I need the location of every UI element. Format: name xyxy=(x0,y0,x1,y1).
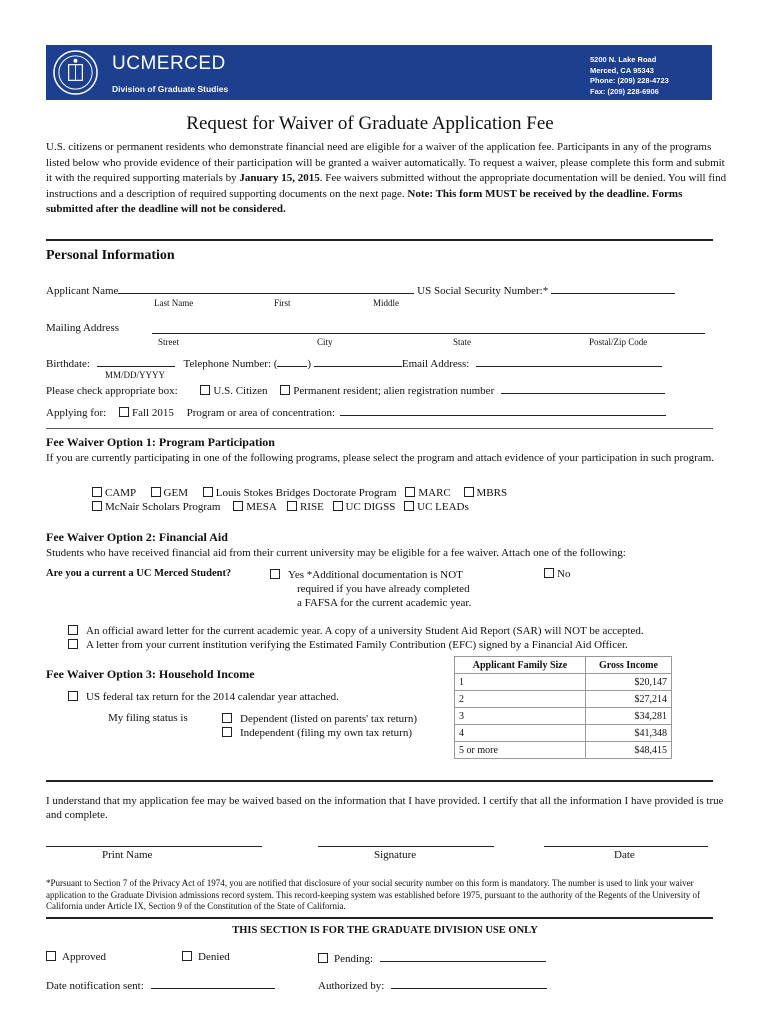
deadline-note: Note: This form MUST be received by the deadline. Forms submitted after the deadline will not be considered. xyxy=(46,187,683,215)
certification-text: I understand that my application fee may be waived based on the information that I have provided. I certify that all the information I have provided is true and complete. xyxy=(46,795,724,821)
date-label: Date xyxy=(614,849,635,861)
email-field[interactable] xyxy=(476,356,662,367)
approved-checkbox[interactable] xyxy=(46,951,56,961)
ssn-field[interactable] xyxy=(551,283,675,294)
rise-checkbox[interactable] xyxy=(287,501,297,511)
mailing-address-field[interactable] xyxy=(152,323,705,334)
citizenship-row: Please check appropriate box: U.S. Citizen Permanent resident; alien registration number xyxy=(46,383,665,397)
last-name-label: Last Name xyxy=(154,298,194,308)
family-size-header: Applicant Family Size xyxy=(455,657,586,674)
filing-status-label: My filing status is xyxy=(108,712,188,724)
mailing-address-label: Mailing Address xyxy=(46,322,120,334)
independent-checkbox[interactable] xyxy=(222,727,232,737)
award-letter-checkbox[interactable] xyxy=(68,625,78,635)
authorized-by-row: Authorized by: xyxy=(318,978,547,992)
office-approved: Approved xyxy=(46,951,106,963)
area-code-field[interactable] xyxy=(277,356,307,367)
address-phone: Phone: (209) 228-4723 xyxy=(590,76,669,85)
uc-merced-student-question: Are you a current a UC Merced Student? xyxy=(46,568,232,579)
authorized-by-field[interactable] xyxy=(391,978,547,989)
divider xyxy=(46,917,713,919)
louis-stokes-checkbox[interactable] xyxy=(203,487,213,497)
alien-registration-field[interactable] xyxy=(501,383,665,394)
office-denied: Denied xyxy=(182,951,230,963)
street-label: Street xyxy=(158,337,179,347)
deadline: January 15, 2015 xyxy=(239,172,320,184)
no-checkbox[interactable] xyxy=(544,568,554,578)
mcnair-checkbox[interactable] xyxy=(92,501,102,511)
filing-status-options: Dependent (listed on parents' tax return) Independent (filing my own tax return) xyxy=(222,712,417,740)
section-personal-heading: Personal Information xyxy=(46,248,175,263)
no-option: No xyxy=(544,568,570,580)
table-row: 1 $20,147 xyxy=(455,674,672,691)
applicant-name-field[interactable] xyxy=(118,283,414,294)
pending-checkbox[interactable] xyxy=(318,953,328,963)
us-citizen-checkbox[interactable] xyxy=(200,385,210,395)
divider xyxy=(46,239,713,241)
marc-checkbox[interactable] xyxy=(405,487,415,497)
divider xyxy=(46,780,713,782)
form-title: Request for Waiver of Graduate Application Fee xyxy=(186,113,554,134)
table-row: 2 $27,214 xyxy=(455,691,672,708)
option3-heading: Fee Waiver Option 3: Household Income xyxy=(46,667,255,681)
permanent-resident-checkbox[interactable] xyxy=(280,385,290,395)
division-name: Division of Graduate Studies xyxy=(112,84,229,94)
telephone-field[interactable] xyxy=(314,356,402,367)
table-row: 4 $41,348 xyxy=(455,725,672,742)
table-row: 5 or more $48,415 xyxy=(455,742,672,759)
mesa-checkbox[interactable] xyxy=(233,501,243,511)
date-notification-field[interactable] xyxy=(151,978,275,989)
yes-checkbox[interactable] xyxy=(270,569,280,579)
efc-letter-checkbox[interactable] xyxy=(68,639,78,649)
option2-heading: Fee Waiver Option 2: Financial Aid xyxy=(46,530,228,544)
dependent-checkbox[interactable] xyxy=(222,713,232,723)
uc-leads-checkbox[interactable] xyxy=(404,501,414,511)
fall-2015-checkbox[interactable] xyxy=(119,407,129,417)
applicant-name-row: Applicant Name US Social Security Number:* xyxy=(46,283,726,297)
birthdate-row: Birthdate: Telephone Number: ( ) Email Address: xyxy=(46,356,662,370)
applying-for-row: Applying for: Fall 2015 Program or area of concentration: xyxy=(46,405,666,419)
address-street: 5200 N. Lake Road xyxy=(590,55,657,64)
office-pending: Pending: xyxy=(318,951,546,965)
state-label: State xyxy=(453,337,471,347)
signature-label: Signature xyxy=(374,849,417,861)
logo-text: UCMERCED xyxy=(112,53,226,74)
intro-paragraph: U.S. citizens or permanent residents who demonstrate financial need are eligible for a waiver of the application fee. Participants in any of the programs listed below who provide evidence of their participation will be granted a waiver automatically. To request a waiver, please complete this form and submit it with the required supporting materials by January 15, 2015. Fee waivers submitted without the appropriate documentation will be denied. You will find instructions and a description of required supporting documents on the next page. Note: This form MUST be received by the deadline. Forms submitted after the deadline will not be considered. xyxy=(46,141,727,215)
print-name-label: Print Name xyxy=(102,849,153,861)
option1-heading: Fee Waiver Option 1: Program Participation xyxy=(46,435,275,449)
address-fax: Fax: (209) 228-6906 xyxy=(590,86,659,96)
contact-address xyxy=(590,55,669,97)
city-label: City xyxy=(317,337,333,347)
privacy-notice: *Pursuant to Section 7 of the Privacy Act of 1974, you are notified that disclosure of your social security number on this form is mandatory. The number is used to link your waiver application to the Graduate Division admissions record system. This record-keeping system was established before 1975, pursuant to the authority of the Regents of the University of California under Article IX, Section 9 of the Constitution of the State of California. xyxy=(46,878,700,911)
table-row: 3 $34,281 xyxy=(455,708,672,725)
date-format-hint: MM/DD/YYYY xyxy=(105,370,166,380)
award-letter-option: An official award letter for the current academic year. A copy of a university Student Aid Report (SAR) will NOT be accepted. xyxy=(68,625,644,637)
gross-income-header: Gross Income xyxy=(585,657,671,674)
program-row-1: CAMP GEM Louis Stokes Bridges Doctorate Program MARC MBRS xyxy=(92,487,507,499)
program-row-2: McNair Scholars Program MESA RISE UC DIGSS UC LEADs xyxy=(92,501,469,513)
zip-label: Postal/Zip Code xyxy=(589,337,648,347)
date-notification-row: Date notification sent: xyxy=(46,978,275,992)
birthdate-field[interactable] xyxy=(97,356,175,367)
mbrs-checkbox[interactable] xyxy=(464,487,474,497)
option1-text: If you are currently participating in one of the following programs, please select the program and attach evidence of your participation in such program. xyxy=(46,452,715,464)
pending-field[interactable] xyxy=(380,951,546,962)
date-field[interactable] xyxy=(544,836,708,847)
program-field[interactable] xyxy=(340,405,666,416)
yes-option: Yes *Additional documentation is NOT required if you have already completed a FAFSA for the current academic year. xyxy=(270,568,471,610)
middle-name-label: Middle xyxy=(373,298,399,308)
office-use-heading: THIS SECTION IS FOR THE GRADUATE DIVISION USE ONLY xyxy=(232,925,538,936)
uc-digss-checkbox[interactable] xyxy=(333,501,343,511)
first-name-label: First xyxy=(274,298,291,308)
gem-checkbox[interactable] xyxy=(151,487,161,497)
table-header-row xyxy=(455,657,672,674)
income-table xyxy=(454,656,672,759)
address-city: Merced, CA 95343 xyxy=(590,65,654,75)
efc-letter-option: A letter from your current institution verifying the Estimated Family Contribution (EFC) signed by a Financial Aid Officer. xyxy=(68,639,628,651)
denied-checkbox[interactable] xyxy=(182,951,192,961)
option2-text: Students who have received financial aid from their current university may be eligible for a fee waiver. Attach one of the following: xyxy=(46,547,626,559)
print-name-field[interactable] xyxy=(46,836,262,847)
signature-field[interactable] xyxy=(318,836,494,847)
tax-return-option: US federal tax return for the 2014 calendar year attached. xyxy=(68,691,339,703)
tax-return-checkbox[interactable] xyxy=(68,691,78,701)
camp-checkbox[interactable] xyxy=(92,487,102,497)
university-seal-icon xyxy=(52,49,99,96)
divider xyxy=(46,428,713,429)
